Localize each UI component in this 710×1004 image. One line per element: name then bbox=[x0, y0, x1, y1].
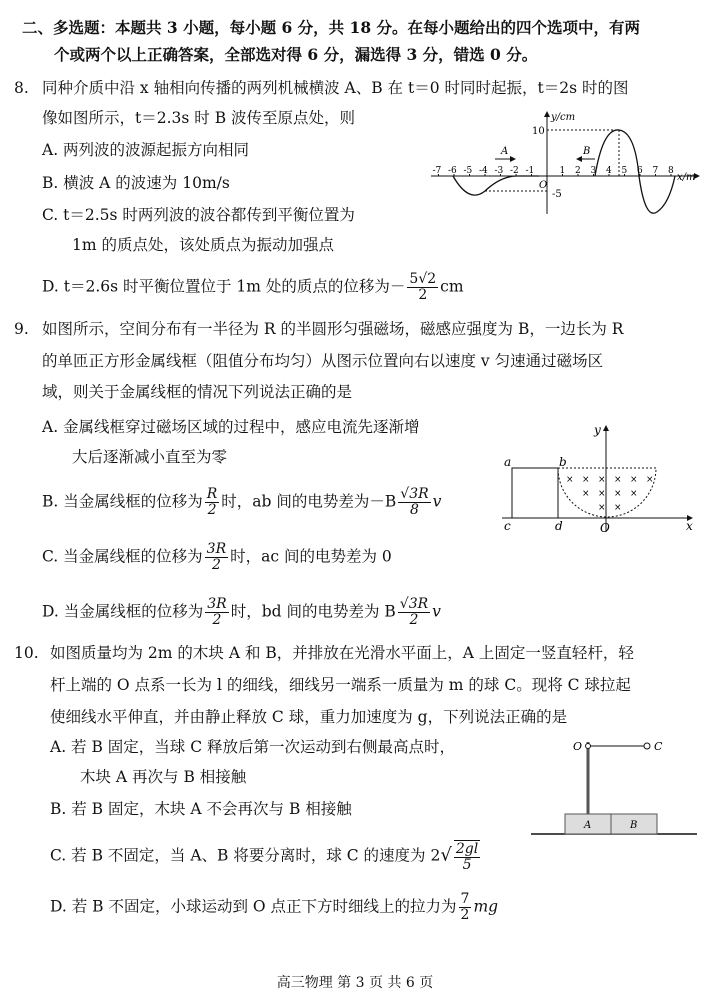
q10-option-c-fraction bbox=[454, 840, 480, 873]
q9-option-d-text: D. 当金属线框的位移为 bbox=[42, 602, 204, 621]
q9-option-d-fraction-2 bbox=[398, 597, 430, 628]
q10-option-d-unit: mg bbox=[473, 897, 499, 916]
q10-option-a-line2: 木块 A 再次与 B 相接触 bbox=[80, 768, 247, 786]
q8-tick-label: -3 bbox=[494, 166, 504, 176]
q9-option-d-velocity: v bbox=[432, 602, 441, 621]
q8-number: 8. bbox=[14, 79, 29, 97]
q9-option-b-fraction-1 bbox=[205, 487, 220, 518]
q10-stem-3: 使细线水平伸直，并由静止释放 C 球，重力加速度为 g，下列说法正确的是 bbox=[50, 708, 568, 726]
q10-option-d-fraction bbox=[459, 892, 472, 923]
q9-option-c bbox=[42, 542, 392, 573]
q9-option-b-fraction-2 bbox=[398, 487, 430, 518]
q9-option-a-line2: 大后逐渐减小直至为零 bbox=[72, 448, 228, 466]
q8-stem-1: 同种介质中沿 x 轴相向传播的两列机械横波 A、B 在 t＝0 时同时起振，t＝2s 时的图 bbox=[42, 79, 629, 97]
q9-option-b-velocity: v bbox=[432, 492, 442, 511]
q8-option-c-line1: C. t＝2.5s 时两列波的波谷都传到平衡位置为 bbox=[42, 206, 355, 224]
q8-option-d-fraction bbox=[407, 272, 438, 303]
q9-field-cross: × bbox=[598, 489, 606, 499]
q8-tick-label: 6 bbox=[637, 166, 643, 176]
q8-tick-label: -2 bbox=[510, 166, 519, 176]
q9-option-d-den-2: 2 bbox=[409, 612, 419, 628]
q8-wave-figure bbox=[425, 108, 705, 218]
q8-tick-label: -4 bbox=[479, 166, 488, 176]
q10-option-d-text: D. 若 B 不固定，小球运动到 O 点正下方时细线上的拉力为 bbox=[50, 897, 457, 916]
q8-y-max-label: 10 bbox=[532, 126, 545, 137]
q8-origin-label: O bbox=[539, 180, 548, 191]
q10-stem-2: 杆上端的 O 点系一长为 l 的细线，细线另一端系一质量为 m 的球 C。现将 C 球拉起 bbox=[50, 676, 631, 694]
q8-tick-label: -1 bbox=[525, 166, 535, 176]
q9-option-d-den-1: 2 bbox=[212, 612, 222, 628]
q8-tick-label: 3 bbox=[590, 166, 597, 176]
q8-option-d-numerator: 5√2 bbox=[409, 271, 437, 287]
q9-option-b-den-2: 8 bbox=[410, 502, 419, 518]
q9-option-d-fraction-1 bbox=[205, 597, 228, 628]
q8-option-d-text: D. t＝2.6s 时平衡位置位于 1m 处的质点的位移为－ bbox=[42, 277, 406, 296]
q10-option-a-line1: A. 若 B 固定，当球 C 释放后第一次运动到右侧最高点时， bbox=[50, 738, 456, 756]
q10-option-c-den: 5 bbox=[462, 857, 472, 873]
q8-tick-label: -5 bbox=[463, 166, 473, 176]
q8-y-min-label: -5 bbox=[552, 189, 562, 200]
q9-field-cross: × bbox=[646, 475, 654, 485]
q10-option-c bbox=[50, 840, 482, 873]
q8-tick-label: 2 bbox=[575, 166, 581, 176]
q9-field-cross: × bbox=[614, 475, 622, 485]
q9-option-d-num-2: √3R bbox=[399, 596, 429, 612]
q10-option-d-num: 7 bbox=[460, 891, 470, 907]
q8-tick-label: 1 bbox=[559, 166, 566, 176]
q10-label-c: C bbox=[654, 740, 663, 753]
q10-option-d-den: 2 bbox=[460, 907, 470, 923]
q10-block-b-label: B bbox=[630, 820, 638, 831]
q9-option-c-den: 2 bbox=[211, 557, 221, 573]
q9-label-b: b bbox=[559, 455, 567, 469]
q10-ball-c bbox=[644, 743, 650, 749]
q9-field-markers bbox=[566, 475, 654, 513]
q9-option-d bbox=[42, 597, 441, 628]
q8-option-d-unit: cm bbox=[440, 277, 464, 296]
q9-option-c-text: C. 当金属线框的位移为 bbox=[42, 547, 203, 566]
q10-label-o: O bbox=[573, 740, 583, 753]
q9-field-cross: × bbox=[598, 503, 606, 513]
q9-option-c-num: 3R bbox=[206, 541, 227, 557]
q8-wave-a-label: A bbox=[501, 146, 509, 157]
q9-field-cross: × bbox=[614, 503, 622, 513]
q9-y-label: y bbox=[594, 423, 601, 437]
q10-pivot-o bbox=[586, 744, 591, 749]
q10-option-d bbox=[50, 892, 498, 923]
q9-x-label: x bbox=[686, 519, 693, 533]
q9-option-a-line1: A. 金属线框穿过磁场区域的过程中，感应电流先逐渐增 bbox=[42, 418, 420, 436]
q9-stem-2: 的单匝正方形金属线框（阻值分布均匀）从图示位置向右以速度 v 匀速通过磁场区 bbox=[42, 352, 604, 370]
q8-wave-b-label: B bbox=[583, 146, 591, 157]
q9-option-b-num-2: √3R bbox=[400, 486, 429, 502]
q9-stem-1: 如图所示，空间分布有一半径为 R 的半圆形匀强磁场，磁感应强度为 B，一边长为 R bbox=[42, 320, 624, 338]
q8-tick-label: 4 bbox=[606, 166, 612, 176]
q8-ticks bbox=[433, 166, 675, 176]
q9-option-b-text: B. 当金属线框的位移为 bbox=[42, 492, 203, 511]
section-title: 二、多选题：本题共 3 小题，每小题 6 分，共 18 分。在每小题给出的四个选项中，有两 bbox=[22, 18, 641, 37]
q9-field-cross: × bbox=[630, 489, 638, 499]
q10-option-c-text: C. 若 B 不固定，当 A、B 将要分离时，球 C 的速度为 2 bbox=[50, 846, 441, 865]
q10-option-b: B. 若 B 固定，木块 A 不会再次与 B 相接触 bbox=[50, 800, 352, 818]
q9-option-c-fraction bbox=[205, 542, 228, 573]
q9-field-cross: × bbox=[566, 475, 574, 485]
q8-option-b: B. 横波 A 的波速为 10m/s bbox=[42, 174, 230, 192]
q9-field-cross: × bbox=[614, 489, 622, 499]
q9-option-b-num-1: R bbox=[206, 486, 218, 502]
q8-tick-label: 7 bbox=[652, 166, 659, 176]
q10-block-a-label: A bbox=[584, 820, 592, 831]
q8-stem-2: 像如图所示，t＝2.3s 时 B 波传至原点处，则 bbox=[42, 109, 356, 127]
q9-field-cross: × bbox=[582, 475, 590, 485]
q9-field-cross: × bbox=[598, 475, 606, 485]
q8-tick-label: 5 bbox=[621, 166, 628, 176]
q10-option-c-radical: √ bbox=[440, 844, 452, 866]
q9-square-loop bbox=[512, 468, 558, 518]
q9-option-b-den-1: 2 bbox=[207, 502, 217, 518]
q10-option-c-num: 2gl bbox=[455, 841, 479, 857]
q9-stem-3: 域，则关于金属线框的情况下列说法正确的是 bbox=[42, 383, 353, 401]
q8-tick-label: -6 bbox=[448, 166, 457, 176]
q9-field-cross: × bbox=[630, 475, 638, 485]
q8-x-label: x/m bbox=[677, 172, 696, 183]
q9-option-d-num-1: 3R bbox=[207, 596, 227, 612]
section-instructions: 个或两个以上正确答案，全部选对得 6 分，漏选得 3 分，错选 0 分。 bbox=[54, 45, 538, 64]
q8-tick-label: -7 bbox=[432, 166, 442, 176]
q9-option-d-middle: 时，bd 间的电势差为 B bbox=[230, 602, 396, 621]
q8-option-c-line2: 1m 的质点处，该处质点为振动加强点 bbox=[72, 236, 334, 254]
page-footer: 高三物理 第 3 页 共 6 页 bbox=[276, 975, 434, 991]
q8-tick-label: 8 bbox=[668, 166, 674, 176]
q9-magnetic-figure bbox=[498, 420, 698, 535]
q9-label-o: O bbox=[600, 521, 610, 535]
q8-option-a: A. 两列波的波源起振方向相同 bbox=[42, 141, 250, 159]
q8-option-d bbox=[42, 272, 464, 303]
q9-label-a: a bbox=[504, 455, 512, 469]
q9-option-c-tail: 时，ac 间的电势差为 0 bbox=[230, 547, 392, 566]
q9-number: 9. bbox=[14, 320, 29, 338]
q9-field-cross: × bbox=[582, 489, 590, 499]
q10-blocks-figure bbox=[525, 728, 705, 840]
q8-option-d-denominator: 2 bbox=[418, 287, 428, 303]
q10-number: 10. bbox=[14, 644, 39, 662]
q10-stem-1: 如图质量均为 2m 的木块 A 和 B，并排放在光滑水平面上，A 上固定一竖直轻杆，轻 bbox=[50, 644, 634, 662]
q9-option-b-middle: 时，ab 间的电势差为－B bbox=[221, 492, 397, 511]
q9-label-d: d bbox=[555, 519, 563, 533]
q9-label-c: c bbox=[504, 519, 511, 533]
q8-y-label: y/cm bbox=[551, 112, 576, 123]
q9-option-b bbox=[42, 487, 441, 518]
q8-wave-a-curve bbox=[453, 176, 539, 195]
